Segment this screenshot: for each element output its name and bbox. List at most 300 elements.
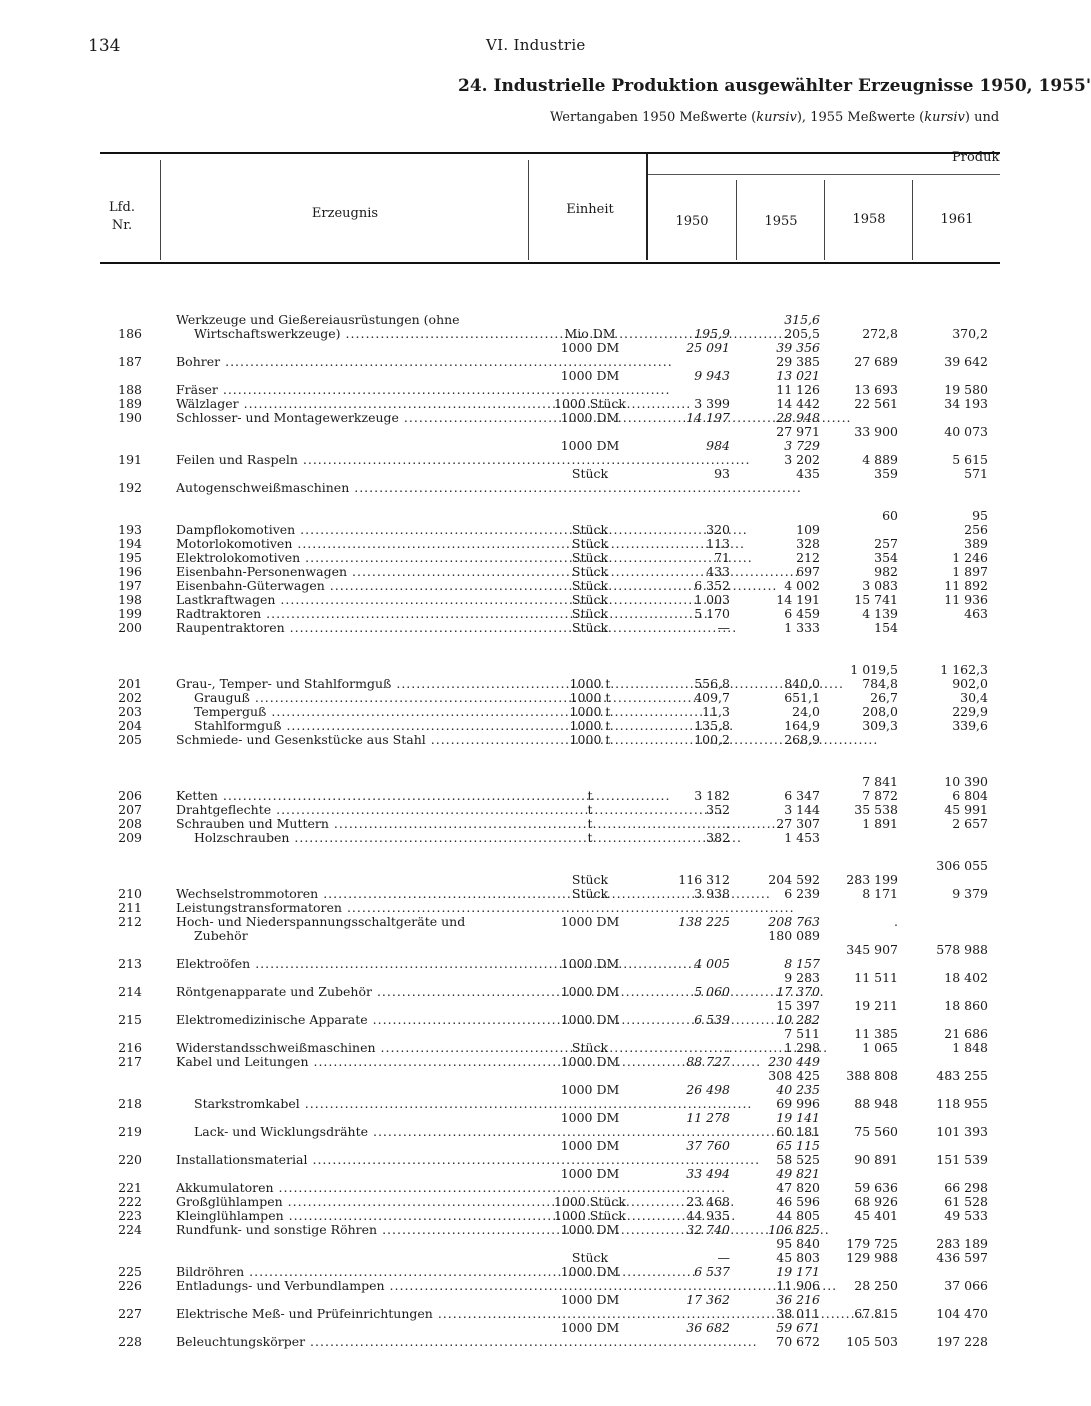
row-number: 203 [118,704,142,719]
unit-cell: 1000 DM [560,1264,620,1279]
value-1961: 306 055 [936,858,988,873]
row-number: 200 [118,620,142,635]
product-name: Zubehör [194,928,248,943]
value-1958: 88 948 [854,1096,898,1111]
unit-cell: Stück [571,466,609,481]
column-divider [824,180,825,260]
value-1958: 1 891 [862,816,898,831]
unit-cell: Stück [571,536,609,551]
value-1950: 25 091 [686,340,730,355]
table-row [0,733,1024,747]
table-row [0,481,1024,495]
product-name: Grauguß ..... [194,691,540,705]
value-1958: 179 725 [846,1236,898,1251]
product-name: Großglühlampen ..... [176,1195,522,1209]
value-1958: 45 401 [854,1208,898,1223]
row-number: 206 [118,788,142,803]
table-row [0,369,1024,383]
value-1961: 5 615 [952,452,988,467]
value-1955: 60 181 [776,1124,820,1139]
table-row [0,1251,1024,1265]
row-number: 208 [118,816,142,831]
value-1958: 1 019,5 [850,662,898,677]
value-1961: 571 [964,466,988,481]
value-1961: 11 892 [944,578,988,593]
value-1955: 65 115 [776,1138,820,1153]
column-divider [160,160,161,260]
value-1955: 106 825 [768,1222,820,1237]
subtitle-part: ) und [964,110,1000,125]
product-name: Elektroöfen ..... [176,957,522,971]
product-name: Kabel und Leitungen ..... [176,1055,522,1069]
row-number: 226 [118,1278,142,1293]
value-1958: 68 926 [854,1194,898,1209]
table-row [0,1167,1024,1181]
table-row [0,1265,1024,1279]
value-1950: 9 943 [694,368,730,383]
unit-cell: Stück [571,1040,609,1055]
value-1955: 10 282 [776,1012,820,1027]
value-1955: 6 239 [784,886,820,901]
table-row [0,495,1024,509]
table-row [0,929,1024,943]
table-row [0,831,1024,845]
table-row [0,887,1024,901]
value-1961: 370,2 [952,326,988,341]
table-row [0,1069,1024,1083]
value-1958: 1 065 [862,1040,898,1055]
value-1958: 11 385 [854,1026,898,1041]
value-1950: 71 [714,550,730,565]
value-1950: — [717,620,730,635]
row-number: 187 [118,354,142,369]
row-number: 189 [118,396,142,411]
product-name: Bohrer ..... [176,355,522,369]
value-1958: 8 171 [862,886,898,901]
value-1955: 205,5 [784,326,820,341]
table-row [0,1181,1024,1195]
header-year-1961: 1961 [940,212,974,227]
value-1950: 17 362 [686,1292,730,1307]
value-1950: 14 197 [686,410,730,425]
row-number: 191 [118,452,142,467]
value-1955: 38 011 [776,1306,820,1321]
table-row [0,341,1024,355]
value-1950: 88 727 [686,1054,730,1069]
table-row [0,691,1024,705]
row-number: 224 [118,1222,142,1237]
value-1955: 44 805 [776,1208,820,1223]
value-1958: 3 083 [862,578,898,593]
value-1961: 21 686 [944,1026,988,1041]
unit-cell: 1000 DM [560,1222,620,1237]
value-1961: 6 804 [952,788,988,803]
value-1958: 154 [874,620,898,635]
row-number: 192 [118,480,142,495]
subtitle-part: kursiv [756,110,797,125]
value-1950: 3 182 [694,788,730,803]
value-1950: 11 278 [686,1110,730,1125]
group-rule [648,174,1000,175]
value-1955: 651,1 [784,690,820,705]
table-title: 24. Industrielle Produktion ausgewählter Erzeugnisse 1950, 1955' [458,76,1091,96]
unit-cell: 1000 DM [560,956,620,971]
value-1955: 46 596 [776,1194,820,1209]
value-1955: 6 347 [784,788,820,803]
value-1955: 49 821 [776,1166,820,1181]
unit-cell: 1000 DM [560,1320,620,1335]
value-1955: 208 763 [768,914,820,929]
table-row [0,1111,1024,1125]
table-row [0,313,1024,327]
unit-cell: 1000 DM [560,410,620,425]
table-row [0,635,1024,649]
value-1950: 5 170 [694,606,730,621]
product-name: Elektrolokomotiven ..... [176,551,522,565]
unit-cell: t [587,830,593,845]
value-1958: 67 815 [854,1306,898,1321]
table-row [0,803,1024,817]
value-1961: 37 066 [944,1278,988,1293]
table-row [0,523,1024,537]
row-number: 205 [118,732,142,747]
table-row [0,621,1024,635]
unit-cell: Stück [571,886,609,901]
table-row [0,1083,1024,1097]
value-1950: 6 352 [694,578,730,593]
unit-cell: 1000 t [569,690,611,705]
subtitle-part: Wertangaben 1950 Meßwerte ( [550,110,757,125]
header-lfd: Lfd. [109,200,135,215]
subtitle-part: kursiv [924,110,965,125]
product-name: Installationsmaterial ..... [176,1153,522,1167]
value-1961: 40 073 [944,424,988,439]
value-1961: 19 580 [944,382,988,397]
table-row [0,355,1024,369]
value-1950: 556,8 [694,676,730,691]
value-1958: 982 [874,564,898,579]
row-number: 190 [118,410,142,425]
product-name: Ketten ..... [176,789,522,803]
value-1958: 208,0 [862,704,898,719]
value-1950: 36 682 [686,1320,730,1335]
value-1958: 4 889 [862,452,898,467]
value-1961: 197 228 [936,1334,988,1349]
product-name: Elektromedizinische Apparate ..... [176,1013,522,1027]
row-number: 210 [118,886,142,901]
product-name: Werkzeuge und Gießereiausrüstungen (ohne [176,312,460,327]
value-1955: 40 235 [776,1082,820,1097]
value-1958: 388 808 [846,1068,898,1083]
header-bottom-rule [100,262,1000,264]
table-row [0,985,1024,999]
value-1955: 840,0 [784,676,820,691]
row-number: 193 [118,522,142,537]
product-name: Röntgenapparate und Zubehör ..... [176,985,522,999]
value-1950: 984 [706,438,730,453]
unit-cell: 1000 DM [560,984,620,999]
unit-cell: Stück [571,606,609,621]
unit-cell: 1000 t [569,704,611,719]
column-divider [736,180,737,260]
value-1955: 59 671 [776,1320,820,1335]
table-row [0,1209,1024,1223]
value-1955: 11 906 [776,1278,820,1293]
table-row [0,873,1024,887]
value-1955: 19 171 [776,1264,820,1279]
row-number: 222 [118,1194,142,1209]
value-1961: 483 255 [936,1068,988,1083]
row-number: 216 [118,1040,142,1055]
product-name: Drahtgeflechte ..... [176,803,522,817]
value-1961: 39 642 [944,354,988,369]
value-1950: 11,3 [702,704,730,719]
value-1961: 339,6 [952,718,988,733]
unit-cell: 1000 DM [560,914,620,929]
value-1955: 69 996 [776,1096,820,1111]
table-row [0,397,1024,411]
value-1955: 4 002 [784,578,820,593]
table-row [0,649,1024,663]
table-row [0,999,1024,1013]
product-name: Wechselstrommotoren ..... [176,887,522,901]
row-number: 223 [118,1208,142,1223]
table-subtitle [550,110,999,125]
header-production-group: Produk [952,150,1000,165]
row-number: 194 [118,536,142,551]
product-name: Leistungstransformatoren ..... [176,901,522,915]
table-row [0,1041,1024,1055]
table-row [0,1307,1024,1321]
table-row [0,775,1024,789]
column-divider [528,160,529,260]
value-1950: 6 537 [694,1264,730,1279]
product-name: Beleuchtungskörper ..... [176,1335,522,1349]
row-number: 196 [118,564,142,579]
row-number: 197 [118,578,142,593]
table-row [0,1335,1024,1349]
value-1950: 5 060 [694,984,730,999]
table-row [0,537,1024,551]
header-top-rule [100,152,1000,154]
table-row [0,593,1024,607]
product-name: Elektrische Meß- und Prüfeinrichtungen ..... [176,1307,522,1321]
unit-cell: Stück [571,578,609,593]
row-number: 227 [118,1306,142,1321]
table-row [0,901,1024,915]
value-1955: 36 216 [776,1292,820,1307]
table-row [0,1195,1024,1209]
row-number: 186 [118,326,142,341]
row-number: 207 [118,802,142,817]
value-1950: 100,2 [694,732,730,747]
product-name: Radtraktoren ..... [176,607,522,621]
value-1950: . [726,816,730,831]
row-number: 211 [118,900,142,915]
value-1958: 35 538 [854,802,898,817]
value-1955: 230 449 [768,1054,820,1069]
product-name: Motorlokomotiven ..... [176,537,522,551]
value-1955: 47 820 [776,1180,820,1195]
value-1950: 138 225 [678,914,730,929]
unit-cell: Stück [571,592,609,607]
value-1961: 1 848 [952,1040,988,1055]
value-1958: 26,7 [870,690,898,705]
column-divider [912,180,913,260]
product-name: Feilen und Raspeln ..... [176,453,522,467]
product-name: Rundfunk- und sonstige Röhren ..... [176,1223,522,1237]
row-number: 228 [118,1334,142,1349]
row-number: 209 [118,830,142,845]
value-1955: 19 141 [776,1110,820,1125]
value-1961: 10 390 [944,774,988,789]
table-row [0,1027,1024,1041]
value-1955: 164,9 [784,718,820,733]
value-1950: 37 760 [686,1138,730,1153]
row-number: 225 [118,1264,142,1279]
value-1958: 283 199 [846,872,898,887]
value-1958: 28 250 [854,1278,898,1293]
product-name: Schrauben und Muttern ..... [176,817,522,831]
value-1955: 180 089 [768,928,820,943]
unit-cell: 1000 t [569,718,611,733]
product-name: Dampflokomotiven ..... [176,523,522,537]
table-row [0,957,1024,971]
row-number: 188 [118,382,142,397]
value-1961: 256 [964,522,988,537]
table-row [0,383,1024,397]
value-1961: 902,0 [952,676,988,691]
table-row [0,1125,1024,1139]
value-1955: 3 144 [784,802,820,817]
table-row [0,1279,1024,1293]
value-1955: 8 157 [784,956,820,971]
product-name: Starkstromkabel ..... [194,1097,540,1111]
value-1961: 1 162,3 [940,662,988,677]
value-1955: 1 333 [784,620,820,635]
row-number: 215 [118,1012,142,1027]
product-name: Wirtschaftswerkzeuge) ..... [194,327,540,341]
value-1955: 24,0 [792,704,820,719]
value-1961: 151 539 [936,1152,988,1167]
value-1958: 272,8 [862,326,898,341]
value-1955: 328 [796,536,820,551]
unit-cell: Stück [571,1250,609,1265]
subtitle-part: ), 1955 Meßwerte ( [796,110,925,125]
value-1958: 359 [874,466,898,481]
value-1950: — [717,1250,730,1265]
value-1955: 435 [796,466,820,481]
product-name: Hoch- und Niederspannungsschaltgeräte und [176,914,466,929]
table-row [0,551,1024,565]
unit-cell: 1000 DM [560,1292,620,1307]
value-1950: 135,8 [694,718,730,733]
value-1950: 409,7 [694,690,730,705]
product-name: Schlosser- und Montagewerkzeuge ..... [176,411,522,425]
value-1950: . [726,1040,730,1055]
value-1955: 45 803 [776,1250,820,1265]
value-1961: 18 860 [944,998,988,1013]
product-name: Eisenbahn-Güterwagen ..... [176,579,522,593]
table-row [0,1223,1024,1237]
value-1955: 308 425 [768,1068,820,1083]
value-1955: 212 [796,550,820,565]
value-1955: 6 459 [784,606,820,621]
value-1958: 59 636 [854,1180,898,1195]
table-row [0,327,1024,341]
header-unit: Einheit [566,202,614,217]
value-1961: 1 897 [952,564,988,579]
unit-cell: 1000 DM [560,1082,620,1097]
unit-cell: 1000 Stück [554,1194,626,1209]
row-number: 202 [118,690,142,705]
value-1950: 433 [706,564,730,579]
value-1955: 7 511 [784,1026,820,1041]
value-1958: 33 900 [854,424,898,439]
value-1961: 30,4 [960,690,988,705]
value-1955: 1 298 [784,1040,820,1055]
product-name: Eisenbahn-Personenwagen ..... [176,565,522,579]
value-1958: 129 988 [846,1250,898,1265]
value-1950: 26 498 [686,1082,730,1097]
table-row [0,607,1024,621]
table-row [0,761,1024,775]
value-1961: 9 379 [952,886,988,901]
row-number: 213 [118,956,142,971]
value-1961: 2 657 [952,816,988,831]
value-1958: . [894,914,898,929]
table-row [0,1321,1024,1335]
table-row [0,1153,1024,1167]
table-row [0,789,1024,803]
value-1955: 29 385 [776,354,820,369]
value-1961: 11 936 [944,592,988,607]
unit-cell: 1000 DM [560,1166,620,1181]
product-name: Kleinglühlampen ..... [176,1209,522,1223]
unit-cell: 1000 DM [560,1110,620,1125]
value-1955: 1 453 [784,830,820,845]
value-1950: 195,9 [694,326,730,341]
table-row [0,411,1024,425]
value-1955: 11 126 [776,382,820,397]
row-number: 218 [118,1096,142,1111]
value-1955: 70 672 [776,1334,820,1349]
unit-cell: t [587,802,593,817]
table-row [0,425,1024,439]
value-1955: 27 307 [776,816,820,831]
value-1950: 113 [706,536,730,551]
value-1955: 3 202 [784,452,820,467]
value-1950: 1 003 [694,592,730,607]
value-1958: 4 139 [862,606,898,621]
value-1958: 13 693 [854,382,898,397]
table-row [0,943,1024,957]
product-name: Raupentraktoren ..... [176,621,522,635]
table-row [0,1013,1024,1027]
product-name: Temperguß ..... [194,705,540,719]
unit-cell: 1000 DM [560,1138,620,1153]
unit-cell: 1000 t [569,676,611,691]
value-1955: 14 442 [776,396,820,411]
table-row [0,1237,1024,1251]
value-1958: 257 [874,536,898,551]
table-row [0,1097,1024,1111]
unit-cell: Mio DM [564,326,616,341]
unit-cell: Stück [571,550,609,565]
value-1955: 39 356 [776,340,820,355]
value-1961: 101 393 [936,1124,988,1139]
value-1950: 3 399 [694,396,730,411]
